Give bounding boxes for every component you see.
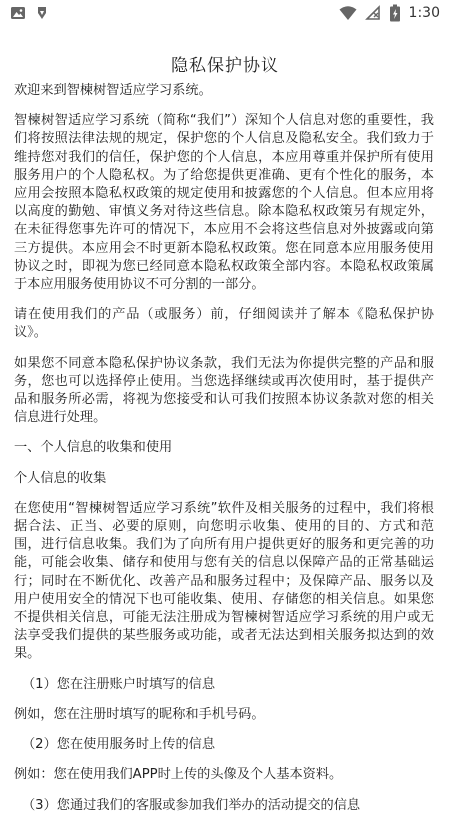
status-bar — [0, 0, 450, 26]
intro-paragraph: 智楝树智适应学习系统（简称“我们”）深知个人信息对您的重要性，我们将按照法律法规的规定，保护您的个人信息及隐私安全。我们致力于维持您对我们的信任，保护您的个人信息，本应用尊重并保护所有使用服务用户的个人隐私权。为了给您提供更准确、更有个性化的服务，本应用会按照本隐私权政策的规定使用和披露您的个人信息。但本应用将以高度的勤勉、审慎义务对待这些信息。除本隐私权政策另有规定外，在未征得您事先许可的情况下，本应用不会将这些信息对外披露或向第三方提供。本应用会不时更新本隐私权政策。您在同意本应用服务使用协议之时，即视为您已经同意本隐私权政策全部内容。本隐私权政策属于本应用服务使用协议不可分割的一部分。 — [14, 113, 434, 293]
subsection-heading: 个人信息的收集 — [14, 470, 107, 486]
list-item-3: （3）您通过我们的客服或参加我们举办的活动提交的信息 — [22, 797, 361, 813]
collection-paragraph: 在您使用“智楝树智适应学习系统”软件及相关服务的过程中，我们将根据合法、正当、必要的原则，向您明示收集、使用的目的、方式和范围，进行信息收集。我们为了向所有用户提供更好的服务和更完善的功能，可能会收集、储存和使用与您有关的信息以保障产品的正常基础运行；同时在不断优化、改善产品和服务过程中；及保障产品、服务以及用户使用安全的情况下也可能收集、使用、存储您的相关信息。如果您不提供相关信息，可能无法注册成为智楝树智适应学习系统的用户或无法享受我们提供的某些服务或功能，或者无法达到相关服务拟达到的效果。 — [14, 500, 434, 662]
list-item-2: （2）您在使用服务时上传的信息 — [22, 737, 216, 753]
no-signal-icon — [365, 5, 381, 21]
read-notice-paragraph: 请在使用我们的产品（或服务）前，仔细阅读并了解本《隐私保护协议》。 — [14, 307, 434, 341]
battery-icon — [389, 4, 401, 22]
list-item-1: （1）您在注册账户时填写的信息 — [22, 676, 216, 692]
image-icon — [10, 5, 26, 21]
status-left — [10, 5, 50, 21]
section-heading: 一、个人信息的收集和使用 — [14, 440, 173, 456]
disagree-paragraph: 如果您不同意本隐私保护协议条款，我们无法为你提供完整的产品和服务，您也可以选择停止使用。当您选择继续或再次使用时，基于提供产品和服务所必需，将视为您接受和认可我们按照本协议条款对您的相关信息进行处理。 — [14, 355, 434, 426]
status-right — [339, 4, 440, 22]
example-paragraph-1: 例如，您在注册时填写的昵称和手机号码。 — [14, 706, 265, 722]
status-time: 1:30 — [408, 5, 440, 21]
brand-icon — [34, 5, 50, 21]
agreement-body — [14, 82, 434, 827]
wifi-icon — [339, 5, 357, 21]
example-paragraph-2: 例如：您在使用我们APP时上传的头像及个人基本资料。 — [14, 767, 343, 783]
welcome-paragraph: 欢迎来到智楝树智适应学习系统。 — [14, 83, 212, 98]
page-title: 隐私保护协议 — [171, 56, 279, 76]
